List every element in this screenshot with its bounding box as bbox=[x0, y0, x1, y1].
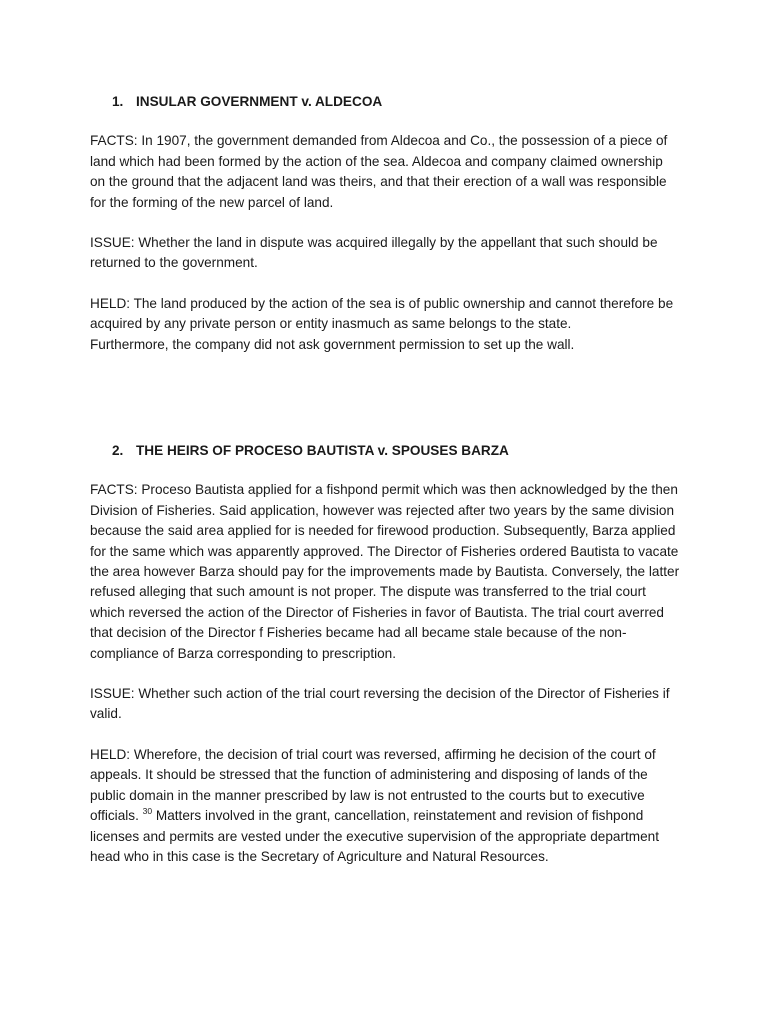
footnote-reference: 30 bbox=[142, 806, 153, 817]
case-number: 1. bbox=[112, 94, 124, 109]
case-number: 2. bbox=[112, 443, 124, 458]
case-heading bbox=[90, 441, 680, 461]
case-heading bbox=[90, 92, 680, 112]
held-text-part2: Matters involved in the grant, cancellation, reinstatement and revision of fishpond licenses and permits are vested under the executive supervision of the appropriate department head who in this case is the Secretary of Agriculture and Natural Resources. bbox=[90, 808, 659, 864]
facts-paragraph: FACTS: Proceso Bautista applied for a fishpond permit which was then acknowledged by the then Division of Fisheries. Said application, however was rejected after two years by the same division because the said area applied for is needed for firewood production. Subsequently, Barza applied for the same which was apparently approved. The Director of Fisheries ordered Bautista to vacate the area however Barza should pay for the improvements made by Bautista. Conversely, the latter refused alleging that such amount is not proper. The dispute was transferred to the trial court which reversed the action of the Director of Fisheries in favor of Bautista. The trial court averred that decision of the Director f Fisheries became had all became stale because of the non-compliance of Barza corresponding to prescription. bbox=[90, 482, 680, 661]
held-paragraph: HELD: The land produced by the action of the sea is of public ownership and cannot therefore be acquired by any private person or entity inasmuch as same belongs to the state. bbox=[90, 295, 674, 332]
held-extra-paragraph: Furthermore, the company did not ask government permission to set up the wall. bbox=[90, 336, 575, 352]
case-1 bbox=[90, 92, 680, 375]
issue-paragraph: ISSUE: Whether the land in dispute was acquired illegally by the appellant that such should be returned to the government. bbox=[90, 235, 658, 271]
case-2 bbox=[90, 441, 680, 887]
case-title: INSULAR GOVERNMENT v. ALDECOA bbox=[136, 94, 383, 109]
issue-paragraph: ISSUE: Whether such action of the trial court reversing the decision of the Director of Fisheries if valid. bbox=[90, 686, 670, 722]
held-text-part1: HELD: Wherefore, the decision of trial court was reversed, affirming he decision of the court of appeals. It should be stressed that the function of administering and disposing of lands of the public domain in the manner prescribed by law is not entrusted to the courts but to executive officials. bbox=[90, 746, 656, 824]
facts-paragraph: FACTS: In 1907, the government demanded from Aldecoa and Co., the possession of a piece of land which had been formed by the action of the sea. Aldecoa and company claimed ownership on the ground that the adjacent land was theirs, and that their erection of a wall was responsible for the forming of the new parcel of land. bbox=[90, 133, 668, 210]
case-title: THE HEIRS OF PROCESO BAUTISTA v. SPOUSES BARZA bbox=[136, 443, 509, 458]
held-paragraph bbox=[90, 745, 680, 867]
